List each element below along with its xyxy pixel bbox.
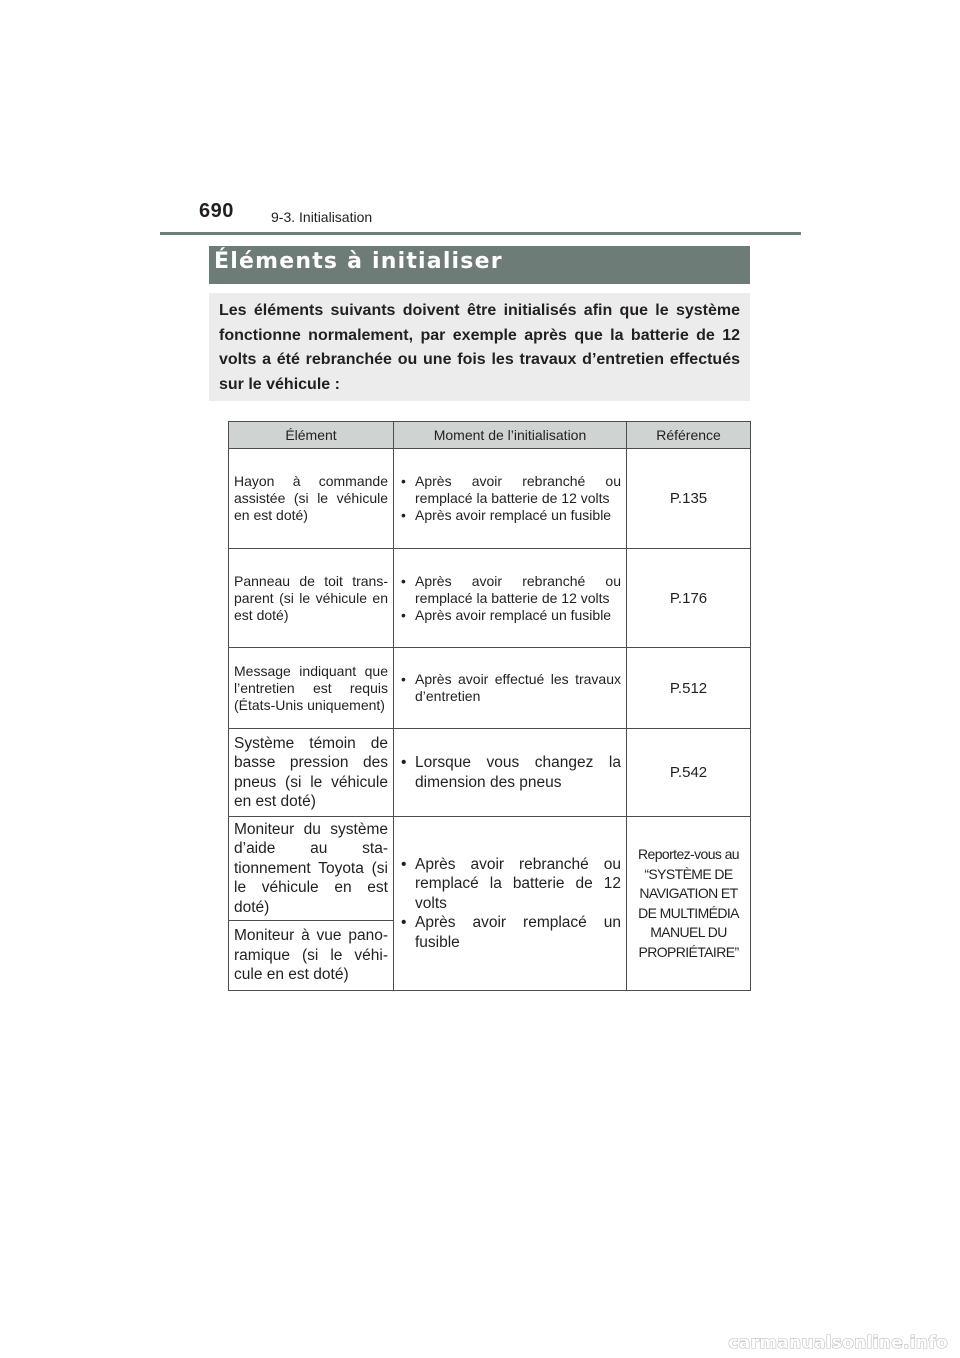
header-moment: Moment de l’initialisation — [394, 422, 627, 449]
item-text: Panneau de toit transparent (si le véhicule en est doté) — [234, 572, 388, 623]
item-text: Moniteur à vue panoramique (si le véhicule en est doté) — [234, 927, 388, 984]
table-cell-moment — [394, 648, 627, 729]
moment-item: • Lorsque vous changez la dimension des pneus — [399, 753, 621, 792]
moment-list — [399, 753, 621, 792]
moment-item: • Après avoir remplacé un fusible — [399, 913, 621, 952]
watermark — [670, 1318, 950, 1358]
section-title: Éléments à initialiser — [214, 249, 503, 274]
moment-list — [399, 573, 621, 624]
moment-list — [399, 473, 621, 524]
table-cell-item — [229, 817, 394, 921]
table-cell-moment — [394, 729, 627, 817]
initialization-table — [228, 421, 751, 991]
table-row — [229, 449, 751, 549]
item-text: Moniteur du système d’aide au stationnement Toyota (si le véhicule en est doté) — [234, 820, 388, 916]
moment-list — [399, 671, 621, 705]
section-title-bar — [209, 246, 750, 284]
table-cell-moment — [394, 549, 627, 648]
table-row — [229, 817, 751, 921]
moment-item: • Après avoir remplacé un fusible — [399, 507, 621, 524]
table-cell-item — [229, 648, 394, 729]
table-cell-reference: P.176 — [627, 549, 751, 648]
moment-item: • Après avoir rebranché ou remplacé la batterie de 12 volts — [399, 855, 621, 914]
table-cell-item — [229, 549, 394, 648]
table-row — [229, 549, 751, 648]
table-cell-reference: P.542 — [627, 729, 751, 817]
intro-box — [209, 293, 750, 401]
table-cell-item — [229, 921, 394, 991]
table-row — [229, 648, 751, 729]
intro-text: Les éléments suivants doivent être initialisés afin que le système fonctionne normalement, par exemple après que la batterie de 12 volts a été rebranchée ou une fois les travaux d’entretien effectués sur le véhicule : — [219, 302, 740, 393]
table-cell-moment — [394, 449, 627, 549]
table-cell-reference: P.512 — [627, 648, 751, 729]
header-reference: Référence — [627, 422, 751, 449]
table-row — [229, 729, 751, 817]
header-item: Élément — [229, 422, 394, 449]
table-cell-item — [229, 449, 394, 549]
table-header-row — [229, 422, 751, 449]
watermark-text: carmanualsonline.info — [728, 1333, 948, 1353]
item-text: Système témoin de basse pression des pneus (si le véhicule en est doté) — [234, 734, 388, 810]
table-cell-item — [229, 729, 394, 817]
table-cell-reference — [627, 817, 751, 991]
reference-lead: Reportez-vous au — [638, 846, 739, 862]
moment-item: • Après avoir rebranché ou remplacé la batterie de 12 volts — [399, 473, 621, 507]
item-text: Hayon à commande assistée (si le véhicule en est doté) — [234, 473, 388, 523]
moment-item: • Après avoir effectué les travaux d’entretien — [399, 671, 621, 705]
item-text: Message indiquant que l’entretien est requis (États-Unis uniquement) — [234, 662, 388, 713]
moment-item: • Après avoir rebranché ou remplacé la batterie de 12 volts — [399, 573, 621, 607]
reference-multimedia — [632, 845, 745, 962]
table-cell-reference: P.135 — [627, 449, 751, 549]
moment-list — [399, 855, 621, 953]
section-label: 9-3. Initialisation — [271, 209, 373, 225]
reference-rest: “SYSTÈME DE NAVIGATION ET DE MULTIMÉDIA MANUEL DU PROPRIÉTAIRE” — [638, 865, 739, 960]
page-number: 690 — [199, 200, 234, 222]
moment-item: • Après avoir remplacé un fusible — [399, 607, 621, 624]
header-rule — [160, 232, 801, 235]
table-cell-moment — [394, 817, 627, 991]
